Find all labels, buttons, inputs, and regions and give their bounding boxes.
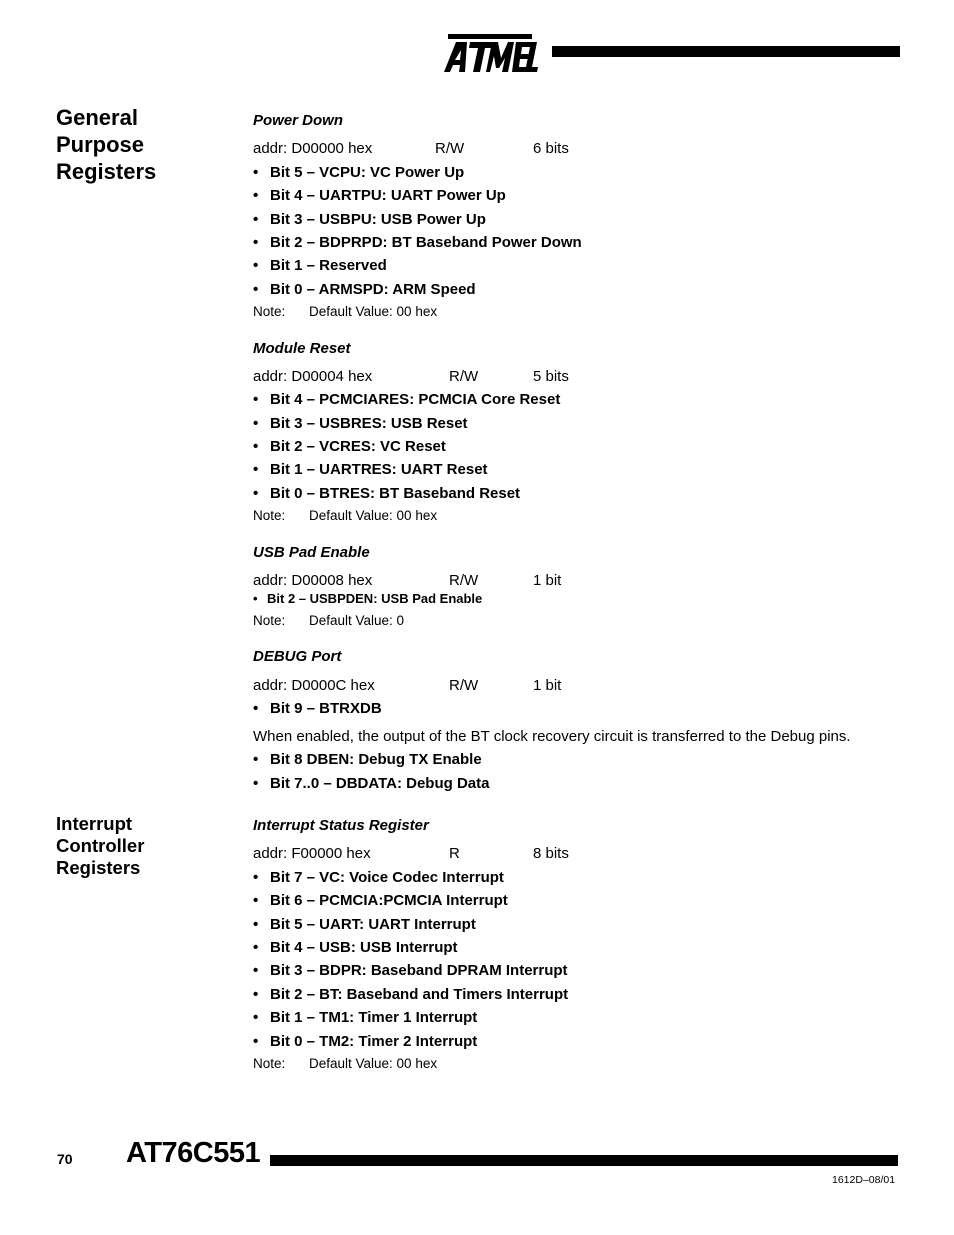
list-item: • Bit 9 – BTRXDB (253, 700, 382, 717)
register-access: R/W (449, 677, 479, 694)
register-width: 6 bits (533, 140, 569, 157)
list-item: • Bit 3 – USBRES: USB Reset (253, 415, 468, 432)
note: Note: Default Value: 0 (253, 613, 405, 628)
list-item: • Bit 5 – UART: UART Interrupt (253, 916, 476, 933)
page-number: 70 (57, 1151, 73, 1167)
document-title: AT76C551 (126, 1137, 261, 1169)
list-item: • Bit 6 – PCMCIA:PCMCIA Interrupt (253, 892, 508, 909)
subsection-title: DEBUG Port (253, 648, 342, 665)
register-width: 8 bits (533, 845, 569, 862)
list-item: • Bit 1 – Reserved (253, 257, 387, 274)
register-address: addr: F00000 hex (253, 845, 371, 862)
section-title-general-purpose-registers: General Purpose Registers (56, 105, 157, 184)
header-rule (552, 46, 900, 57)
register-width: 1 bit (533, 677, 562, 694)
register-access: R/W (435, 140, 465, 157)
subsection-title: Power Down (253, 112, 344, 129)
document-number: 1612D–08/01 (832, 1174, 896, 1186)
register-access: R/W (449, 368, 479, 385)
list-item: • Bit 3 – BDPR: Baseband DPRAM Interrupt (253, 962, 568, 979)
list-item: • Bit 7 – VC: Voice Codec Interrupt (253, 869, 504, 886)
subsection-title: Interrupt Status Register (253, 817, 429, 834)
list-item: • Bit 4 – PCMCIARES: PCMCIA Core Reset (253, 391, 561, 408)
register-address: addr: D00004 hex (253, 368, 373, 385)
list-item: • Bit 3 – USBPU: USB Power Up (253, 211, 486, 228)
list-item: • Bit 5 – VCPU: VC Power Up (253, 164, 465, 181)
register-address: addr: D00000 hex (253, 140, 373, 157)
register-width: 1 bit (533, 572, 562, 589)
register-access: R (449, 845, 460, 862)
footer-rule (270, 1155, 898, 1166)
list-item: • Bit 1 – TM1: Timer 1 Interrupt (253, 1009, 478, 1026)
atmel-logo (440, 28, 540, 78)
list-item: • Bit 8 DBEN: Debug TX Enable (253, 751, 482, 768)
list-item: • Bit 2 – VCRES: VC Reset (253, 438, 446, 455)
list-item: • Bit 7..0 – DBDATA: Debug Data (253, 775, 490, 792)
note: Note: Default Value: 00 hex (253, 304, 438, 319)
list-item: • Bit 0 – TM2: Timer 2 Interrupt (253, 1033, 478, 1050)
list-item: • Bit 2 – BDPRPD: BT Baseband Power Down (253, 234, 582, 251)
subsection-title: Module Reset (253, 340, 351, 357)
register-width: 5 bits (533, 368, 569, 385)
section-title-interrupt-controller-registers: Interrupt Controller Registers (56, 813, 145, 878)
note: Note: Default Value: 00 hex (253, 1056, 438, 1071)
list-item: • Bit 0 – BTRES: BT Baseband Reset (253, 485, 521, 502)
list-item: • Bit 0 – ARMSPD: ARM Speed (253, 281, 476, 298)
list-item: • Bit 1 – UARTRES: UART Reset (253, 461, 488, 478)
list-item: • Bit 4 – USB: USB Interrupt (253, 939, 458, 956)
subsection-title: USB Pad Enable (253, 544, 370, 561)
register-address: addr: D0000C hex (253, 677, 375, 694)
description-paragraph: When enabled, the output of the BT clock recovery circuit is transferred to the Debug pins. (253, 728, 851, 745)
note: Note: Default Value: 00 hex (253, 508, 438, 523)
list-item: • Bit 4 – UARTPU: UART Power Up (253, 187, 506, 204)
list-item: • Bit 2 – USBPDEN: USB Pad Enable (253, 591, 483, 606)
list-item: • Bit 2 – BT: Baseband and Timers Interrupt (253, 986, 569, 1003)
register-address: addr: D00008 hex (253, 572, 373, 589)
register-access: R/W (449, 572, 479, 589)
